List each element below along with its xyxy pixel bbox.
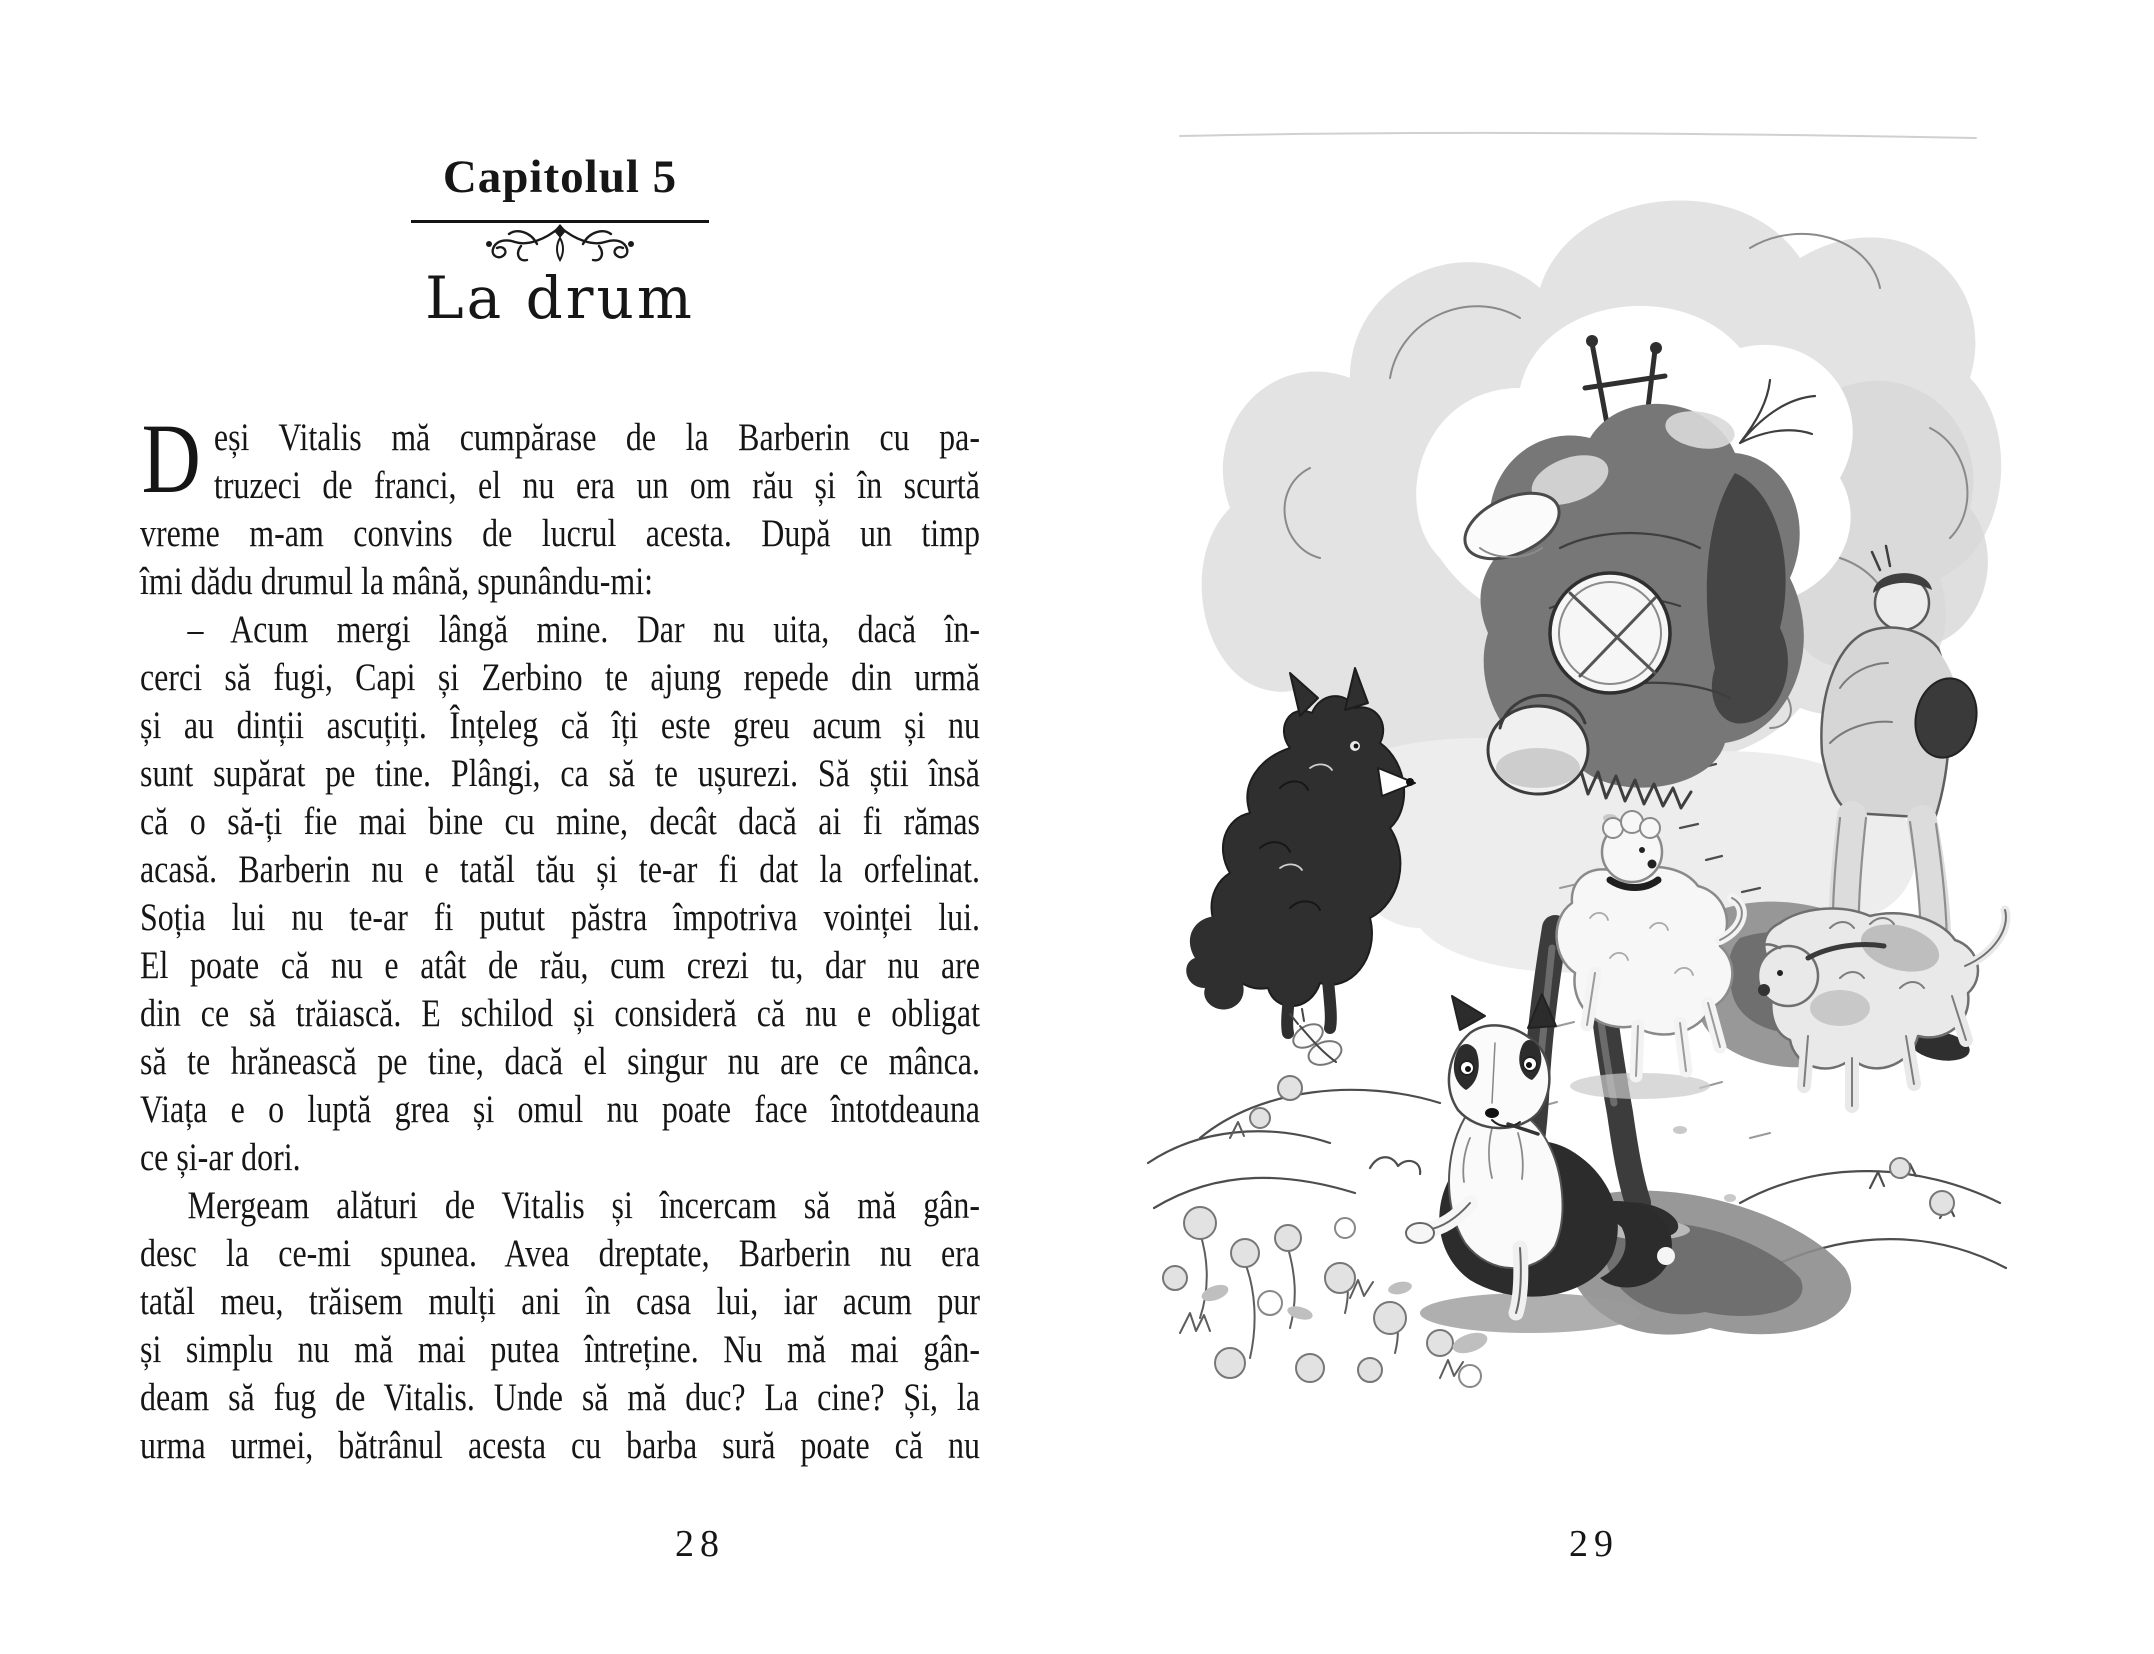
- text-line: și simplu nu mă mai putea întreține. Nu mă mai gân-: [140, 1328, 980, 1371]
- text-line: cerci să fugi, Capi și Zerbino te ajung repede din urmă: [140, 656, 980, 699]
- text-line: – Acum mergi lângă mine. Dar nu uita, dacă în-: [187, 608, 980, 651]
- text-line: și au dinții ascuțiți. Înțeleg că îți este greu acum și nu: [140, 704, 980, 747]
- text-line: îmi dădu drumul la mână, spunându-mi:: [140, 560, 654, 603]
- body-text: [140, 403, 980, 1470]
- page-number-left: 28: [675, 1523, 725, 1565]
- dark-dog: [1186, 668, 1415, 1033]
- paragraph-1-lines: [140, 403, 980, 606]
- chapter-ornament-icon: [475, 220, 645, 264]
- text-line: truzeci de franci, el nu era un om rău și în scurtă: [213, 464, 980, 507]
- text-line: ce și-ar dori.: [140, 1136, 301, 1179]
- text-line: să te hrănească pe tine, dacă el singur nu are ce mânca.: [140, 1040, 980, 1083]
- left-page: [140, 0, 980, 1565]
- scruffy-dog: [1748, 909, 2006, 1106]
- text-line: tatăl meu, trăisem mulți ani în casa lui, iar acum pur: [140, 1280, 980, 1323]
- text-line: că o să-ți fie mai bine cu mine, decât dacă ai fi rămas: [140, 800, 980, 843]
- text-line: urma urmei, bătrânul acesta cu barba sură poate că nu: [140, 1424, 980, 1467]
- text-line: vreme m-am convins de lucrul acesta. După un timp: [140, 512, 980, 555]
- text-line: Soția lui nu te-ar fi putut păstra împotriva voinței lui.: [140, 896, 980, 939]
- drop-cap: D: [141, 403, 201, 514]
- chapter-illustration: [1140, 128, 2020, 1390]
- text-line: El poate că nu e atât de rău, cum crezi tu, dar nu are: [140, 944, 980, 987]
- page-number-right: 29: [1569, 1523, 1619, 1565]
- text-line: desc la ce-mi spunea. Avea dreptate, Barberin nu era: [140, 1232, 980, 1275]
- chapter-title: La drum: [425, 264, 695, 332]
- text-line: eși Vitalis mă cumpărase de la Barberin cu pa-: [213, 416, 980, 459]
- text-line: acasă. Barberin nu e tatăl tău și te-ar fi dat la orfelinat.: [140, 848, 980, 891]
- chapter-heading: Capitolul 5: [442, 151, 678, 203]
- text-line: sunt supărat pe tine. Plângi, ca să te ușurezi. Să știi însă: [140, 752, 980, 795]
- paragraph-2: [140, 606, 980, 1182]
- paragraph-3: [140, 1182, 980, 1470]
- paragraph-1: [140, 403, 980, 606]
- text-line: Viața e o luptă grea și omul nu poate face întotdeauna: [140, 1088, 980, 1131]
- text-line: din ce să trăiască. E schilod și consideră că nu e obligat: [140, 992, 980, 1035]
- text-line: deam să fug de Vitalis. Unde să mă duc? La cine? Și, la: [140, 1376, 980, 1419]
- text-line: Mergeam alături de Vitalis și încercam să mă gân-: [187, 1184, 980, 1227]
